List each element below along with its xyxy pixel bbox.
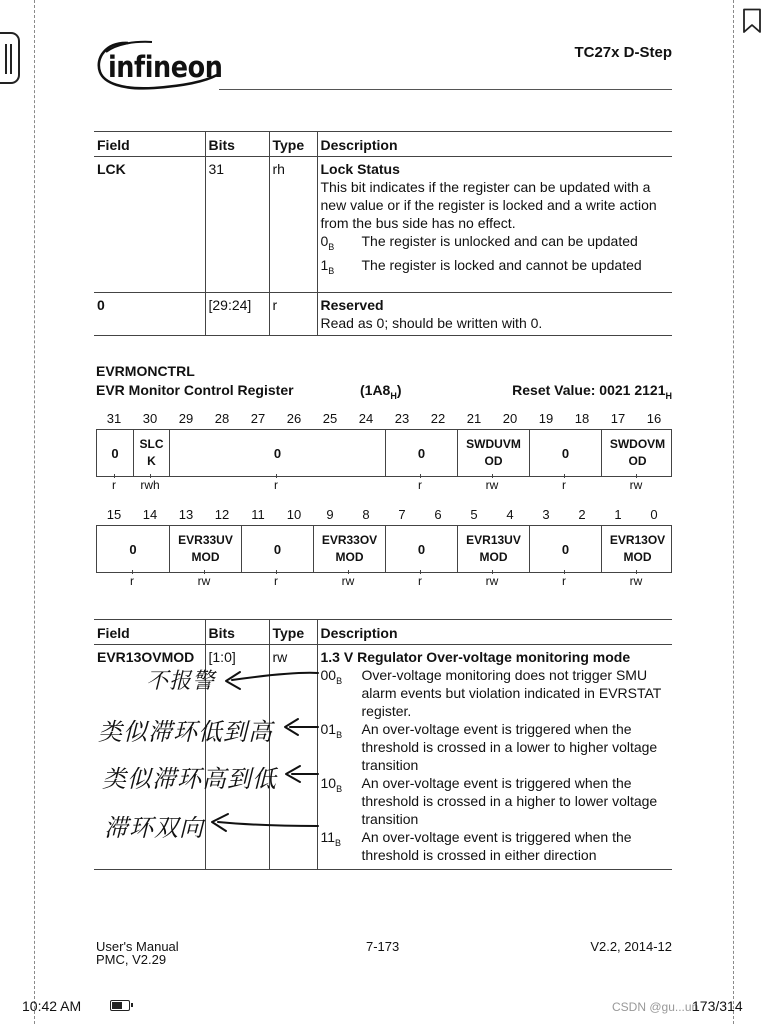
register-title-line <box>96 382 674 401</box>
register-row-lower <box>96 525 672 573</box>
register-field: 0 <box>111 445 119 461</box>
register-field: 0 <box>385 526 457 572</box>
register-title: EVR Monitor Control Register <box>96 382 294 398</box>
register-field: SWDUVM OD <box>457 430 529 476</box>
battery-icon <box>110 1000 130 1011</box>
access-row-upper: r rwh r r rw r rw <box>96 478 672 492</box>
register-address: $(1A8_H)$ <box>360 382 402 401</box>
register-reset-value: Reset Value: 0021 $2121_H$ <box>512 382 672 401</box>
handwritten-note: 类似滞环低到高 <box>98 718 273 746</box>
description-title: Reserved <box>320 297 384 313</box>
bit-numbers-lower: 15 14 13 12 11 10 9 8 7 6 5 4 3 2 1 0 <box>106 507 658 522</box>
value-row: $10_B$ An over-voltage event is triggered when the threshold is crossed in a higher to lower voltage transition <box>320 775 658 827</box>
table-row <box>94 157 672 293</box>
sidebar-toggle-button[interactable] <box>0 32 20 84</box>
field-name: EVR13OVMOD <box>94 645 205 870</box>
handwritten-note: 滞环双向 <box>104 814 204 842</box>
column-header-type: Type <box>269 620 317 645</box>
register-row-upper <box>96 429 672 477</box>
left-margin-guide <box>34 0 35 1024</box>
field-name: LCK <box>94 157 205 293</box>
document-title: TC27x D-Step <box>574 44 672 61</box>
register-field: 0 <box>169 430 385 476</box>
page-counter[interactable]: 173/314 <box>692 998 743 1014</box>
register-field: 0 <box>529 526 601 572</box>
value-row: $0_B$ The register is unlocked and can be updated <box>320 233 638 252</box>
field-type: rw <box>269 645 317 870</box>
value-row: $11_B$ An over-voltage event is triggered when the threshold is crossed in either direction <box>320 829 632 863</box>
column-header-description: Description <box>317 132 672 157</box>
register-field: 0 <box>529 430 601 476</box>
description-text: This bit indicates if the register can be updated with a new value or if the register is locked and a write action from the bus side has no effect. <box>320 179 657 231</box>
description-title: Lock Status <box>320 161 400 177</box>
field-table-top <box>94 131 672 336</box>
field-type: rh <box>269 157 317 293</box>
footer-doc-version: V2.2, 2014-12 <box>590 939 672 954</box>
value-row: $00_B$ Over-voltage monitoring does not trigger SMU alarm events but violation indicated in EVRSTAT register. <box>320 667 662 719</box>
field-description <box>317 157 672 293</box>
value-row: $01_B$ An over-voltage event is triggered when the threshold is crossed in a lower to higher voltage transition <box>320 721 658 773</box>
watermark: CSDN @gu...un <box>612 1000 699 1014</box>
handwritten-note: 不报警 <box>146 669 216 694</box>
column-header-type: Type <box>269 132 317 157</box>
column-header-bits: Bits <box>205 620 269 645</box>
column-header-bits: Bits <box>205 132 269 157</box>
field-name: 0 <box>94 293 205 336</box>
column-header-field: Field <box>94 620 205 645</box>
handwritten-note: 类似滞环高到低 <box>102 765 277 793</box>
field-type: r <box>269 293 317 336</box>
table-row <box>94 293 672 336</box>
logo-text: infineon <box>108 50 223 84</box>
field-bits: 31 <box>205 157 269 293</box>
register-field: SLC K <box>133 430 169 476</box>
description-title: 1.3 V Regulator Over-voltage monitoring mode <box>320 649 631 665</box>
bookmark-icon[interactable] <box>742 8 762 34</box>
register-field: EVR13UV MOD <box>457 526 529 572</box>
sidebar-handle-icon <box>5 44 7 74</box>
header-rule <box>219 89 672 90</box>
register-field: 0 <box>241 526 313 572</box>
register-field: SWDOVM OD <box>601 430 673 476</box>
field-description <box>317 645 672 870</box>
footer-page-number: 7-173 <box>366 939 400 954</box>
infineon-logo <box>94 38 223 94</box>
column-header-field: Field <box>94 132 205 157</box>
register-field: 0 <box>129 541 137 557</box>
access-row-lower: r rw r rw r rw r rw <box>96 574 672 588</box>
footer-version: PMC, V2.29 <box>96 952 167 967</box>
field-description <box>317 293 672 336</box>
value-row: $1_B$ The register is locked and cannot be updated <box>320 256 642 276</box>
field-bits: [29:24] <box>205 293 269 336</box>
battery-level <box>112 1002 122 1009</box>
clock: 10:42 AM <box>22 998 82 1014</box>
register-field: EVR33OV MOD <box>313 526 385 572</box>
register-field: EVR13OV MOD <box>601 526 673 572</box>
register-field: 0 <box>385 430 457 476</box>
register-name: EVRMONCTRL <box>96 363 195 379</box>
bit-numbers-upper: 31 30 29 28 27 26 25 24 23 22 21 20 19 18 17 16 <box>106 411 662 426</box>
field-bits: [1:0] <box>205 645 269 870</box>
column-header-description: Description <box>317 620 672 645</box>
description-text: Read as 0; should be written with 0. <box>320 315 543 331</box>
footer-manual: User's Manual <box>96 939 179 954</box>
right-margin-guide <box>733 0 734 1024</box>
register-field: EVR33UV MOD <box>169 526 241 572</box>
